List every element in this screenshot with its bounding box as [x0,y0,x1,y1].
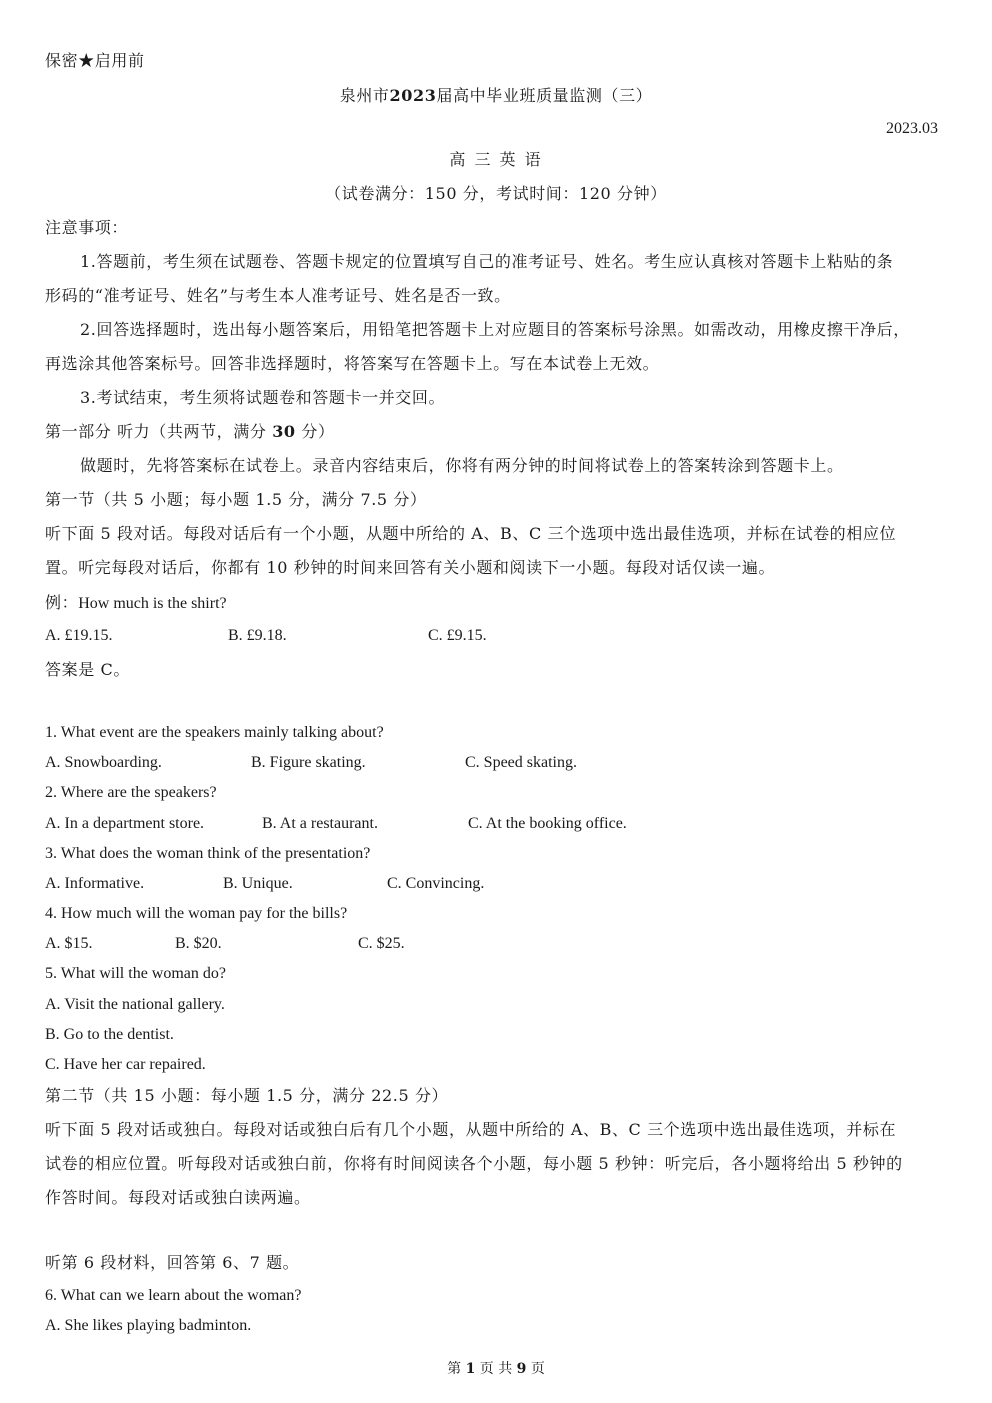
section2-heading: 第二节（共 15 小题：每小题 1.5 分，满分 22.5 分） [45,1086,449,1105]
section1-instruction-line1: 听下面 5 段对话。每段对话后有一个小题，从题中所给的 A、B、C 三个选项中选出最佳选项，并标在试卷的相应位 [45,524,897,543]
q3-option-b: B. Unique. [223,875,293,892]
notice-item-1-cont: 形码的“准考证号、姓名”与考生本人准考证号、姓名是否一致。 [45,286,511,305]
title-rest: 届高中毕业班质量监测（三） [436,86,653,105]
exam-title [0,86,992,106]
q3-option-a: A. Informative. [45,875,145,892]
q1-option-c: C. Speed skating. [465,754,577,771]
q2-option-a: A. In a department store. [45,815,205,832]
notice-heading: 注意事项： [45,218,129,237]
q4-option-c: C. $25. [358,935,405,952]
page-footer: 第 1 页 共 9 页 [447,1361,545,1377]
q3-option-c: C. Convincing. [387,875,485,892]
part1-heading: 第一部分 听力（共两节，满分 30 分） [45,422,335,441]
q6-option-a: A. She likes playing badminton. [45,1317,252,1334]
notice-item-2-cont: 再选涂其他答案标号。回答非选择题时，将答案写在答题卡上。写在本试卷上无效。 [45,354,660,373]
notice-item-3: 3.考试结束，考生须将试题卷和答题卡一并交回。 [80,388,446,407]
exam-info: （试卷满分：150 分，考试时间：120 分钟） [325,184,667,203]
notice-item-1: 1.答题前，考生须在试题卷、答题卡规定的位置填写自己的准考证号、姓名。考生应认真核对答题卡上粘贴的条 [80,252,894,271]
q1-option-b: B. Figure skating. [251,754,366,771]
q2-option-b: B. At a restaurant. [262,815,378,832]
example-option-a: A. £19.15. [45,627,113,644]
subject-title: 高 三 英 语 [449,150,543,169]
title-city: 泉州市 [339,86,390,105]
q5-option-b: B. Go to the dentist. [45,1026,174,1043]
section2-instruction-line3: 作答时间。每段对话或独白读两遍。 [45,1188,311,1207]
total-pages: 9 [516,1361,527,1377]
part1-instruction: 做题时，先将答案标在试卷上。录音内容结束后，你将有两分钟的时间将试卷上的答案转涂到答题卡上。 [80,456,844,475]
notice-item-2: 2.回答选择题时，选出每小题答案后，用铅笔把答题卡上对应题目的答案标号涂黑。如需改动，用橡皮擦干净后， [80,320,910,339]
section1-heading: 第一节（共 5 小题；每小题 1.5 分，满分 7.5 分） [45,490,427,509]
example-option-b: B. £9.18. [228,627,287,644]
current-page: 1 [465,1361,476,1377]
question-5: 5. What will the woman do? [45,965,226,982]
section2-instruction-line2: 试卷的相应位置。听每段对话或独白前，你将有时间阅读各个小题，每小题 5 秒钟：听完后，各小题将给出 5 秒钟的 [45,1154,903,1173]
title-year: 2023 [389,86,437,105]
question-3: 3. What does the woman think of the presentation? [45,845,371,862]
q4-option-b: B. $20. [175,935,222,952]
question-4: 4. How much will the woman pay for the bills? [45,905,348,922]
section1-instruction-line2: 置。听完每段对话后，你都有 10 秒钟的时间来回答有关小题和阅读下一小题。每段对话仅读一遍。 [45,558,776,577]
example-question: 例：How much is the shirt? [45,593,227,612]
question-1: 1. What event are the speakers mainly talking about? [45,724,384,741]
example-option-c: C. £9.15. [428,627,487,644]
exam-date: 2023.03 [886,120,938,137]
example-answer: 答案是 C。 [45,660,130,679]
material-6-heading: 听第 6 段材料，回答第 6、7 题。 [45,1253,300,1272]
question-2: 2. Where are the speakers? [45,784,217,801]
q5-option-c: C. Have her car repaired. [45,1056,206,1073]
q1-option-a: A. Snowboarding. [45,754,162,771]
q4-option-a: A. $15. [45,935,93,952]
q5-option-a: A. Visit the national gallery. [45,996,225,1013]
question-6: 6. What can we learn about the woman? [45,1287,302,1304]
section2-instruction-line1: 听下面 5 段对话或独白。每段对话或独白后有几个小题，从题中所给的 A、B、C 三个选项中选出最佳选项，并标在 [45,1120,897,1139]
confidential-mark: 保密★启用前 [45,51,145,70]
q2-option-c: C. At the booking office. [468,815,627,832]
